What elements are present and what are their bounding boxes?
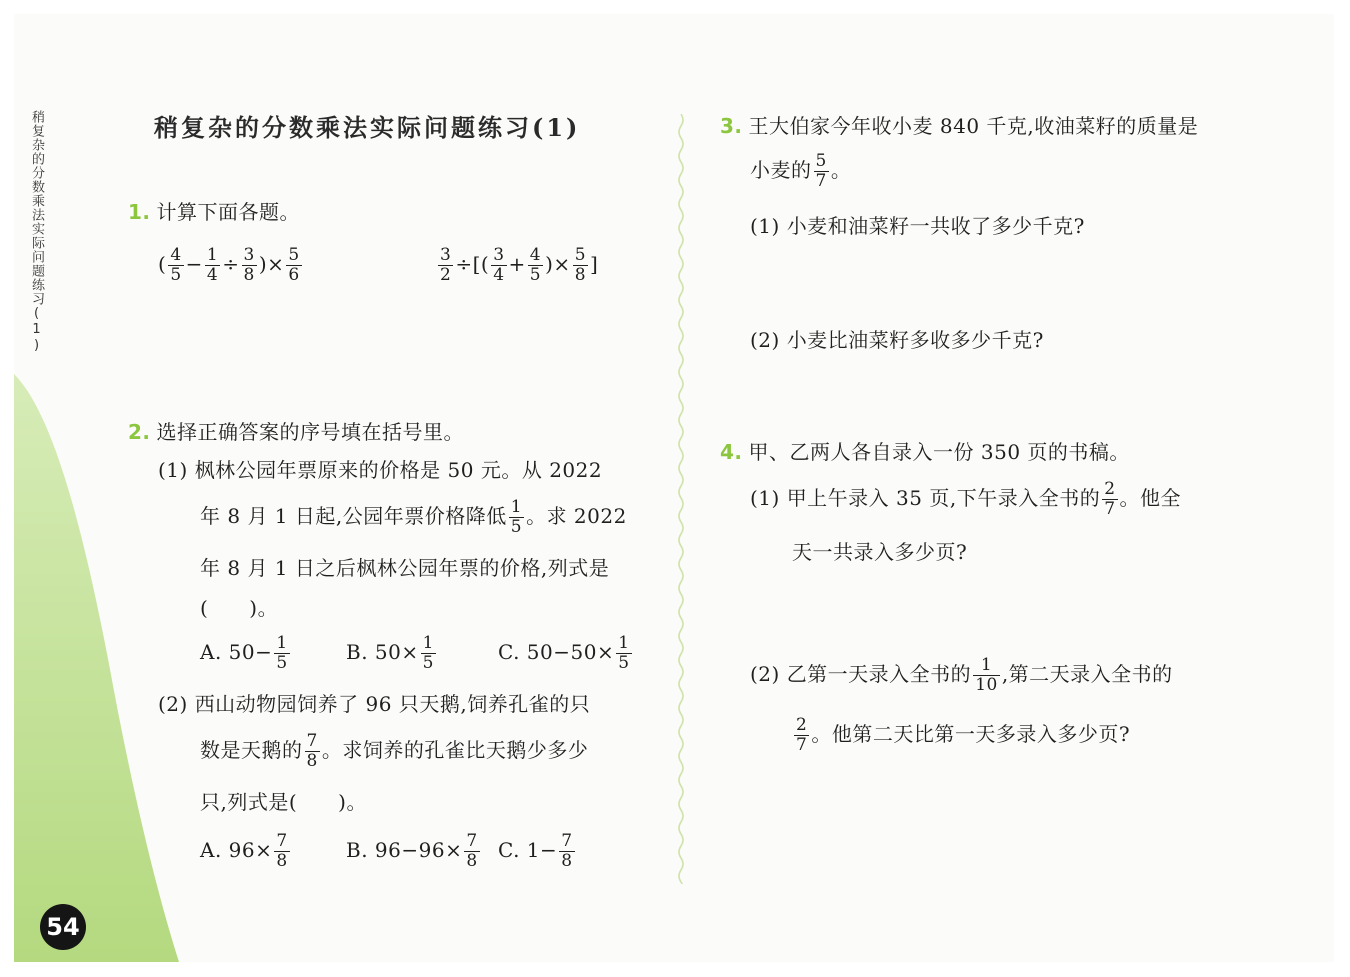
page-title: 稍复杂的分数乘法实际问题练习(1) [154,113,581,142]
option-a: A. 96× $\frac{7}{8}$ [200,831,288,871]
fraction: $\frac{1}{5}$ [510,497,523,537]
question-4-line1: 甲、乙两人各自录入一份 350 页的书稿。 [748,440,1130,464]
question-2-text: 选择正确答案的序号填在括号里。 [156,420,465,444]
operator: + [508,252,526,276]
question-3-number: 3. [720,114,743,138]
option-b: B. 50× $\frac{1}{5}$ [346,633,434,673]
question-3-line1: 王大伯家今年收小麦 840 千克,收油菜籽的质量是 [748,114,1199,138]
operator: ÷ [222,252,240,276]
question-4 [720,436,1130,465]
fraction: $\frac{4}{5}$ [529,245,542,285]
question-3-line2: 小麦的 $\frac{5}{7}$ 。 [750,151,852,191]
q2-part1-answer-blank: ( )。 [200,596,279,620]
q2-part1-line1: (1) 枫林公园年票原来的价格是 50 元。从 2022 [158,458,603,482]
q3-sub2: (2) 小麦比油菜籽多收多少千克? [750,328,1044,352]
operator: − [185,252,203,276]
fraction: $\frac{5}{7}$ [815,151,827,191]
question-1-number: 1. [128,200,151,224]
fraction: $\frac{1}{4}$ [206,245,219,285]
workbook-page [14,14,1334,962]
q1-expression-2 [436,246,598,285]
q4-sub1: (1) 甲上午录入 35 页,下午录入全书的 $\frac{2}{7}$ 。他全 [750,479,1182,519]
option-a: A. 50− $\frac{1}{5}$ [200,633,288,673]
fraction: $\frac{5}{8}$ [574,245,587,285]
question-4-number: 4. [720,440,743,464]
fraction: $\frac{3}{2}$ [440,245,452,285]
fraction: $\frac{3}{8}$ [243,245,255,285]
option-b: B. 96−96× $\frac{7}{8}$ [346,831,478,871]
fraction: $\frac{3}{4}$ [493,245,505,285]
q2-part2-line3: 只,列式是( )。 [200,790,367,814]
q1-expression-1 [158,246,304,285]
page-number: 54 [40,904,86,950]
q2-part1-line3: 年 8 月 1 日之后枫林公园年票的价格,列式是 [200,556,610,580]
question-1 [128,196,300,225]
question-1-text: 计算下面各题。 [156,200,301,224]
fraction: $\frac{2}{7}$ [796,715,808,755]
fraction: $\frac{1}{10}$ [975,655,998,695]
q2-part2-options [200,832,577,871]
paren-open: ( [158,252,167,276]
side-chapter-title: 稍复杂的分数乘法实际问题练习(1) [29,110,44,354]
operator: )× [545,252,571,276]
q3-sub1: (1) 小麦和油菜籽一共收了多少千克? [750,214,1085,238]
question-2 [128,416,464,445]
question-3 [720,110,1198,139]
option-c: C. 1− $\frac{7}{8}$ [498,831,573,871]
fraction: $\frac{2}{7}$ [1104,479,1116,519]
fraction: $\frac{5}{6}$ [288,245,300,285]
q2-part2-line1: (2) 西山动物园饲养了 96 只天鹅,饲养孔雀的只 [158,692,591,716]
q4-sub2-line2: $\frac{2}{7}$ 。他第二天比第一天多录入多少页? [796,715,1131,755]
option-c: C. 50−50× $\frac{1}{5}$ [498,633,630,673]
q2-part1-options [200,634,634,673]
q2-part2-line2: 数是天鹅的 $\frac{7}{8}$ 。求饲养的孔雀比天鹅少多少 [200,731,589,771]
q4-sub1-line2: 天一共录入多少页? [792,540,968,564]
q4-sub2: (2) 乙第一天录入全书的 $\frac{1}{10}$ ,第二天录入全书的 [750,655,1173,695]
operator: ÷[( [455,252,490,276]
fraction: $\frac{7}{8}$ [306,731,318,771]
column-divider [676,114,686,884]
fraction: $\frac{4}{5}$ [170,245,182,285]
bracket-close: ] [590,252,599,276]
question-2-number: 2. [128,420,151,444]
operator: )× [258,252,285,276]
q2-part1-line2: 年 8 月 1 日起,公园年票价格降低 $\frac{1}{5}$ 。求 2022 [200,497,627,537]
